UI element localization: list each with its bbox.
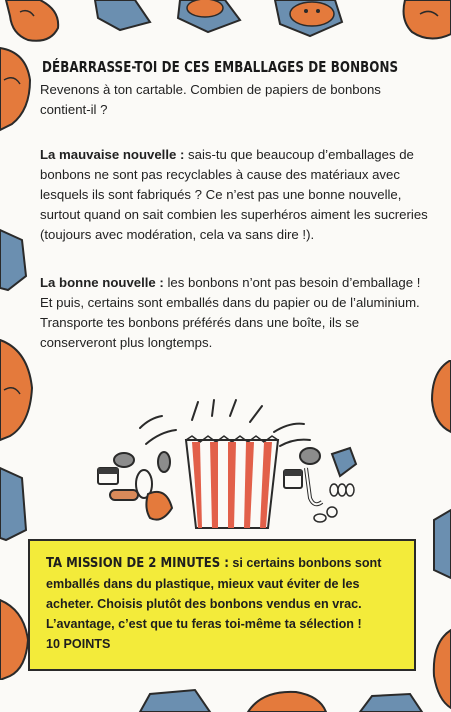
decor-bottom-candies: [0, 682, 451, 712]
mission-points: 10 POINTS: [46, 637, 111, 651]
bad-news-paragraph: [40, 145, 432, 245]
good-news-text: les bonbons n’ont pas besoin d’emballage ! Et puis, certains sont emballés dans du papier ou de l’aluminium. Transporte tes bonbons préférés dans une boîte, ils se conserveront plus longtemps.: [40, 275, 421, 350]
mission-text: si certains bonbons sont emballés dans du plastique, mieux vaut éviter de les acheter. Choisis plutôt des bonbons vendus en vrac. L’avantage, c’est que tu feras toi-même ta sélection !: [46, 556, 382, 631]
good-news-label: La bonne nouvelle :: [40, 275, 164, 290]
bad-news-text: sais-tu que beaucoup d’emballages de bonbons ne sont pas recyclables à cause des matériaux avec lesquels ils sont fabriqués ? Ce n’est pas une bonne nouvelle, surtout quand on sait combien les superhéros aiment les sucreries (toujours avec modération, cela va sans dire !).: [40, 147, 428, 242]
mission-label: TA MISSION DE 2 MINUTES :: [46, 556, 229, 571]
decor-top-candies: [0, 0, 451, 50]
popcorn-bag-icon: [88, 398, 378, 538]
decor-right-candies: [430, 360, 451, 712]
candy-bag-illustration: [88, 398, 378, 538]
bad-news-label: La mauvaise nouvelle :: [40, 147, 185, 162]
good-news-paragraph: [40, 273, 432, 353]
page-title: DÉBARRASSE-TOI DE CES EMBALLAGES DE BONBONS: [42, 58, 399, 76]
mission-box: [28, 539, 416, 671]
intro-paragraph: Revenons à ton cartable. Combien de papiers de bonbons contient-il ?: [40, 82, 381, 117]
